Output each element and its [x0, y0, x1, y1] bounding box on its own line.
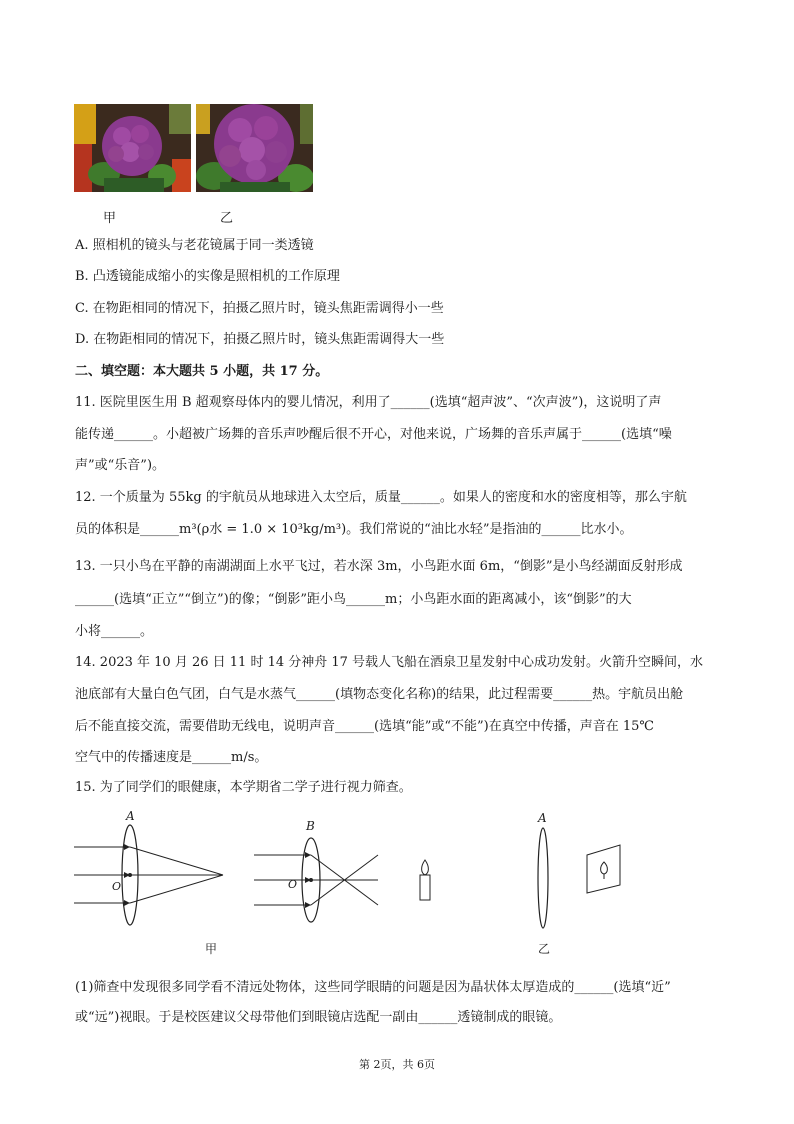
photo-cauliflower-large	[196, 104, 313, 192]
question-11-line-2: 能传递______。小超被广场舞的音乐声吵醒后很不开心，对他来说，广场舞的音乐声属于______(选填“噪	[75, 427, 672, 442]
question-11-line-1: 11. 医院里医生用 B 超观察母体内的婴儿情况，利用了______(选填“超声波”、“次声波”)，这说明了声	[75, 395, 662, 410]
option-b: B. 凸透镜能成缩小的实像是照相机的工作原理	[75, 269, 340, 284]
question-15-sub1-line-1: (1)筛查中发现很多同学看不清远处物体，这些同学眼睛的问题是因为晶状体太厚造成的______(选填“近”	[75, 980, 671, 995]
lens-a2-label: A	[538, 811, 547, 825]
question-14-line-2: 池底部有大量白色气团，白气是水蒸气______(填物态变化名称)的结果，此过程需要______热。宇航员出舱	[75, 687, 684, 702]
question-15-sub1-line-2: 或“远”)视眼。于是校医建议父母带他们到眼镜店选配一副由______透镜制成的眼镜。	[75, 1010, 562, 1025]
lens-a-diagram	[74, 809, 223, 925]
center-label-o-2: O	[288, 878, 298, 891]
question-14-line-4: 空气中的传播速度是______m/s。	[75, 750, 268, 765]
screen-icon	[587, 845, 620, 893]
center-label-o-1: O	[112, 880, 122, 893]
option-d: D. 在物距相同的情况下，拍摄乙照片时，镜头焦距需调得大一些	[75, 332, 445, 347]
figure-label-jia: 甲	[205, 942, 218, 956]
photo-label-jia: 甲	[103, 211, 117, 226]
question-11-line-3: 声”或“乐音”)。	[75, 458, 166, 473]
question-14-line-1: 14. 2023 年 10 月 26 日 11 时 14 分神舟 17 号载人飞船在酒泉卫星发射中心成功发射。火箭升空瞬间，水	[75, 655, 704, 670]
photo-label-yi: 乙	[220, 211, 234, 226]
section-heading: 二、填空题：本大题共 5 小题，共 17 分。	[75, 364, 329, 379]
question-15-line-1: 15. 为了同学们的眼健康，本学期省二学子进行视力筛查。	[75, 780, 412, 795]
lens-a2-diagram	[537, 811, 548, 928]
candle-icon	[420, 860, 430, 900]
question-12-line-2: 员的体积是______m³(ρ水 = 1.0 × 10³kg/m³)。我们常说的“油比水轻”是指油的______比水小。	[75, 522, 633, 537]
page-footer: 第 2页，共 6页	[359, 1058, 435, 1071]
question-13-line-3: 小将______。	[75, 624, 154, 639]
figure-label-yi: 乙	[538, 942, 551, 956]
option-c: C. 在物距相同的情况下，拍摄乙照片时，镜头焦距需调得小一些	[75, 301, 444, 316]
lens-b-label: B	[306, 819, 315, 833]
lens-b-diagram	[254, 819, 378, 922]
photo-cauliflower-small	[74, 104, 191, 192]
question-12-line-1: 12. 一个质量为 55kg 的宇航员从地球进入太空后，质量______。如果人的密度和水的密度相等，那么宇航	[75, 490, 687, 505]
convex-lens-a2	[538, 828, 548, 928]
question-13-line-1: 13. 一只小鸟在平静的南湖湖面上水平飞过，若水深 3m，小鸟距水面 6m，“倒影”是小鸟经湖面反射形成	[75, 559, 683, 574]
option-a: A. 照相机的镜头与老花镜属于同一类透镜	[75, 238, 314, 253]
lens-diagram	[60, 800, 660, 965]
lens-a-label: A	[126, 809, 135, 823]
question-14-line-3: 后不能直接交流，需要借助无线电，说明声音______(选填“能”或“不能”)在真空中传播，声音在 15℃	[75, 719, 654, 734]
question-13-line-2: ______(选填“正立”“倒立”)的像；“倒影”距小鸟______m；小鸟距水面的距离减小，该“倒影”的大	[75, 592, 632, 607]
